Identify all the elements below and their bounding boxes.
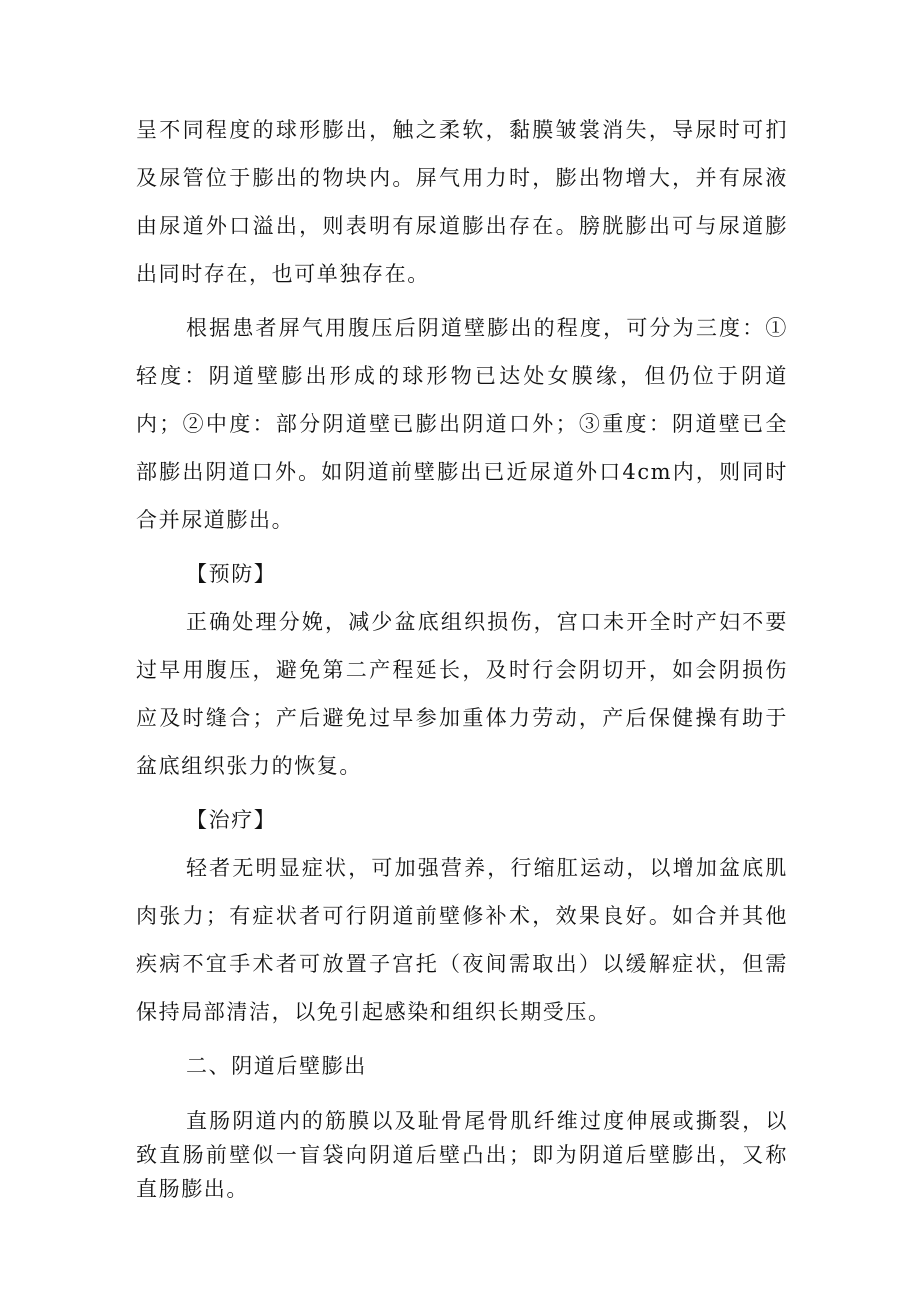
heading-prevention: 【预防】 xyxy=(186,562,277,586)
paragraph-bladder-prolapse-findings: 呈不同程度的球形膨出，触之柔软，黏膜皱裳消失，导尿时可扪及尿管位于膨出的物块内。屏气用力时，膨出物增大，并有尿液由尿道外口溢出，则表明有尿道膨出存在。膀胱膨出可与尿道膨出同时存在，也可单独存在。 xyxy=(136,118,788,286)
document-body xyxy=(136,106,788,1206)
paragraph-posterior-wall-definition: 直肠阴道内的筋膜以及耻骨尾骨肌纤维过度伸展或撕裂，以致直肠前壁似一盲袋向阴道后壁凸出；即为阴道后壁膨出，又称直肠膨出。 xyxy=(136,1109,788,1201)
heading-posterior-wall-prolapse: 二、阴道后壁膨出 xyxy=(186,1054,367,1078)
heading-treatment: 【治疗】 xyxy=(186,808,277,832)
paragraph-prolapse-degrees: 根据患者屏气用腹压后阴道壁膨出的程度，可分为三度：①轻度：阴道壁膨出形成的球形物已达处女膜缘，但仍位于阴道内；②中度：部分阴道壁已膨出阴道口外；③重度：阴道壁已全部膨出阴道口外。如阴道前壁膨出已近尿道外口4cm内，则同时合并尿道膨出。 xyxy=(136,316,788,532)
paragraph-treatment: 轻者无明显症状，可加强营养，行缩肛运动，以增加盆底肌肉张力；有症状者可行阴道前壁修补术，效果良好。如合并其他疾病不宜手术者可放置子宫托（夜间需取出）以缓解症状，但需保持局部清洁，以免引起感染和组织长期受压。 xyxy=(136,856,788,1024)
paragraph-prevention: 正确处理分娩，减少盆底组织损伤，宫口未开全时产妇不要过早用腹压，避免第二产程延长，及时行会阴切开，如会阴损伤应及时缝合；产后避免过早参加重体力劳动，产后保健操有助于盆底组织张力的恢复。 xyxy=(136,610,788,778)
